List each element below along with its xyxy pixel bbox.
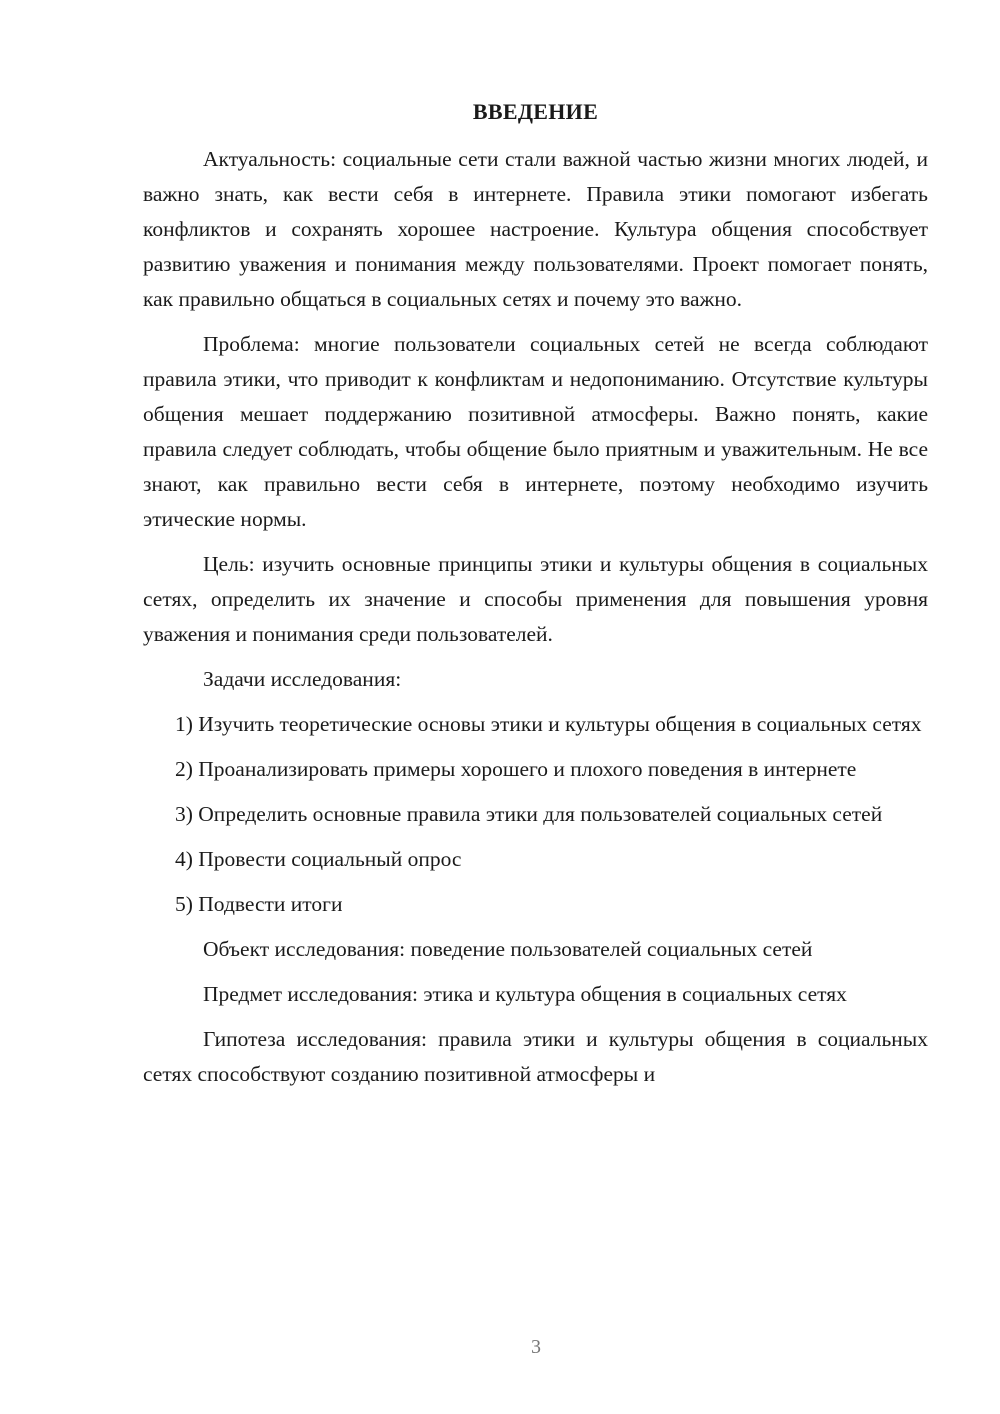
page-number: 3 xyxy=(531,1336,541,1358)
task-item-1: 1) Изучить теоретические основы этики и культуры общения в социальных сетях xyxy=(175,712,922,736)
paragraph-hypothesis: Гипотеза исследования: правила этики и культуры общения в социальных сетях способствуют созданию позитивной атмосферы и xyxy=(143,1027,928,1086)
paragraph-object: Объект исследования: поведение пользователей социальных сетей xyxy=(203,937,813,961)
paragraph-subject: Предмет исследования: этика и культура общения в социальных сетях xyxy=(203,982,847,1006)
paragraph-goal: Цель: изучить основные принципы этики и культуры общения в социальных сетях, определить их значение и способы применения для повышения уровня уважения и понимания среди пользователей. xyxy=(143,552,928,646)
task-item-3: 3) Определить основные правила этики для пользователей социальных сетей xyxy=(175,802,883,826)
paragraph-relevance: Актуальность: социальные сети стали важной частью жизни многих людей, и важно знать, как вести себя в интернете. Правила этики помогают избегать конфликтов и сохранять хорошее настроение. Культура общения способствует развитию уважения и понимания между пользователями. Проект помогает понять, как правильно общаться в социальных сетях и почему это важно. xyxy=(143,147,928,311)
tasks-heading: Задачи исследования: xyxy=(203,667,402,691)
task-item-2: 2) Проанализировать примеры хорошего и плохого поведения в интернете xyxy=(175,757,857,781)
task-item-4: 4) Провести социальный опрос xyxy=(175,847,462,871)
paragraph-problem: Проблема: многие пользователи социальных сетей не всегда соблюдают правила этики, что приводит к конфликтам и недопониманию. Отсутствие культуры общения мешает поддержанию позитивной атмосферы. Важно понять, какие правила следует соблюдать, чтобы общение было приятным и уважительным. Не все знают, как правильно вести себя в интернете, поэтому необходимо изучить этические нормы. xyxy=(143,332,928,531)
task-item-5: 5) Подвести итоги xyxy=(175,892,343,916)
page-title: ВВЕДЕНИЕ xyxy=(472,99,599,124)
document-body xyxy=(143,142,928,1102)
